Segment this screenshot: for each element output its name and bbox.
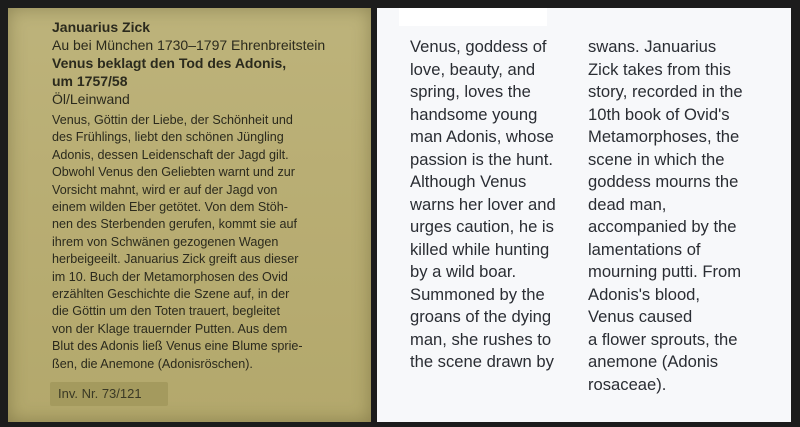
description-line: Blut des Adonis ließ Venus eine Blume sprie- [52, 339, 303, 354]
translation-line: love, beauty, and [410, 59, 536, 79]
description-line: im 10. Buch der Metamorphosen des Ovid [52, 269, 288, 284]
translation-panel [377, 8, 791, 422]
translation-line: groans of the dying [410, 307, 552, 326]
description-line: von der Klage trauernder Putten. Aus dem [52, 321, 288, 336]
translation-line: 10th book of Ovid's [588, 104, 730, 124]
artist-name: Januarius Zick [52, 19, 151, 35]
inventory-number: Inv. Nr. 73/121 [50, 382, 168, 406]
description-line: nen des Sterbenden gerufen, kommt sie auf [52, 217, 298, 232]
translation-line: Zick takes from this [588, 59, 731, 79]
translation-line: warns her lover and [410, 194, 556, 214]
translation-line: Adonis's blood, [588, 284, 701, 304]
translation-line: Summoned by the [410, 284, 545, 304]
description-line: erzählten Geschichte die Szene auf, in der [52, 287, 290, 302]
description-line: Venus, Göttin der Liebe, der Schönheit und [52, 113, 293, 127]
description-line: Adonis, dessen Leidenschaft der Jagd gilt. [52, 147, 289, 162]
description-line: herbeigeeilt. Januarius Zick greift aus dieser [52, 252, 299, 267]
translation-line: Venus caused [588, 307, 693, 326]
museum-label-text [52, 18, 362, 373]
translation-panel-header [399, 8, 547, 26]
description-line: des Frühlings, liebt den schönen Jüngling [52, 130, 284, 145]
translation-line: scene in which the [588, 149, 725, 169]
description-line: einem wilden Eber getötet. Von dem Stöh- [52, 200, 288, 215]
translation-column-right [588, 36, 783, 396]
translation-line: story, recorded in the [588, 82, 743, 101]
translation-line: man Adonis, whose [410, 127, 554, 146]
description-line: ßen, die Anemone (Adonisröschen). [52, 356, 253, 371]
translation-line: killed while hunting [410, 239, 550, 259]
translation-line: by a wild boar. [410, 262, 517, 281]
german-description [52, 112, 362, 373]
description-line: ihrem von Schwänen gezogenen Wagen [52, 234, 279, 249]
translation-line: anemone (Adonis [588, 352, 719, 371]
translation-line: passion is the hunt. [410, 149, 553, 169]
translation-line: goddess mourns the [588, 172, 739, 191]
description-line: Obwohl Venus den Geliebten warnt und zur [52, 165, 295, 180]
translation-line: handsome young [410, 104, 538, 124]
translation-line: rosaceae). [588, 374, 667, 394]
translation-line: Metamorphoses, the [588, 127, 740, 146]
translation-line: the scene drawn by [410, 352, 554, 371]
translation-line: swans. Januarius [588, 37, 717, 56]
translation-line: a flower sprouts, the [588, 329, 738, 349]
artwork-title: Venus beklagt den Tod des Adonis, [52, 55, 287, 71]
museum-label-photo [8, 8, 371, 422]
artist-life-dates: Au bei München 1730–1797 Ehrenbreitstein [52, 37, 326, 53]
translation-line: Venus, goddess of [410, 37, 547, 56]
translation-line: lamentations of [588, 239, 701, 259]
description-line: die Göttin um den Toten trauert, begleitet [52, 304, 280, 319]
translation-line: man, she rushes to [410, 329, 552, 349]
translation-line: accompanied by the [588, 217, 737, 236]
translation-column-left [410, 36, 580, 374]
translation-line: urges caution, he is [410, 217, 554, 236]
translation-line: dead man, [588, 194, 667, 214]
artwork-medium: Öl/Leinwand [52, 91, 130, 107]
translation-line: Although Venus [410, 172, 527, 191]
artwork-date: um 1757/58 [52, 73, 128, 89]
translation-line: mourning putti. From [588, 262, 742, 281]
translation-line: spring, loves the [410, 82, 531, 101]
description-line: Vorsicht mahnt, wird er auf der Jagd von [52, 182, 278, 197]
